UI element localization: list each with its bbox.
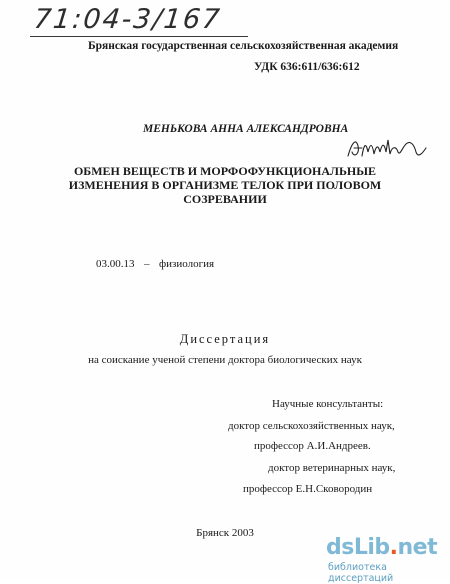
title-line: ИЗМЕНЕНИЯ В ОРГАНИЗМЕ ТЕЛОК ПРИ ПОЛОВОМ (68, 178, 382, 192)
consultants-heading: Научные консультанты: (272, 398, 384, 410)
consultant-line: профессор А.И.Андреев. (254, 440, 371, 452)
consultant-line: доктор ветеринарных наук, (268, 462, 396, 474)
dissertation-title (0, 164, 450, 206)
handwritten-catalog-number: 71:04-3/167 (32, 4, 224, 35)
logo-tld: net (397, 535, 438, 560)
specialty-code: 03.00.13 (96, 258, 135, 270)
institution-name: Брянская государственная сельскохозяйственная академия (88, 40, 399, 52)
degree-line: на соискание ученой степени доктора биологических наук (88, 354, 362, 366)
logo-dot: . (389, 535, 398, 560)
specialty-line (96, 258, 214, 270)
specialty-dash: – (144, 258, 150, 270)
city-year: Брянск 2003 (196, 527, 254, 539)
author-signature (344, 132, 428, 162)
stamp-underline (30, 36, 248, 37)
dslib-watermark[interactable] (326, 535, 446, 584)
document-type: Диссертация (179, 332, 271, 346)
title-line: СОЗРЕВАНИИ (183, 192, 267, 206)
udk-code: УДК 636:611/636:612 (254, 61, 360, 73)
author-name: МЕНЬКОВА АННА АЛЕКСАНДРОВНА (143, 123, 349, 135)
specialty-name: физиология (159, 258, 215, 270)
logo-main: dsLib (326, 535, 390, 560)
title-line: ОБМЕН ВЕЩЕСТВ И МОРФОФУНКЦИОНАЛЬНЫЕ (73, 164, 377, 178)
dslib-logo (326, 535, 437, 560)
watermark-subtitle: библиотека диссертаций (328, 562, 394, 584)
consultant-line: профессор Е.Н.Сковородин (243, 483, 373, 495)
consultant-line: доктор сельскохозяйственных наук, (228, 420, 395, 432)
